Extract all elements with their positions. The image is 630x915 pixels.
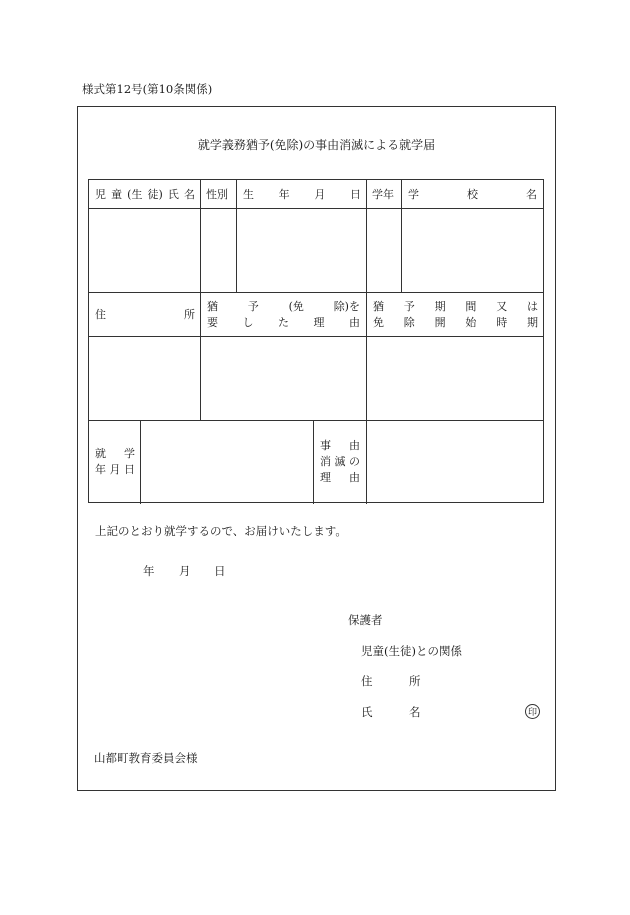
date-year-label: 年 — [143, 564, 155, 578]
table-rule — [89, 420, 543, 421]
header-school-name: 学 校 名 — [408, 188, 537, 201]
date-month-label: 月 — [179, 564, 191, 578]
enrollment-table — [88, 179, 544, 503]
header-postpone-period: 猶 予 期 間 又 は 免 除 開 始 時 期 — [373, 300, 538, 329]
form-title: 就学義務猶予(免除)の事由消滅による就学届 — [197, 138, 436, 152]
table-rule — [366, 420, 367, 504]
addressee: 山都町教育委員会様 — [94, 751, 198, 765]
header-grade: 学年 — [372, 188, 394, 201]
header-child-name: 児 童 (生 徒) 氏 名 — [95, 188, 195, 201]
guardian-heading: 保護者 — [348, 613, 383, 627]
header-enrollment-date: 就 学 年 月 日 — [95, 447, 135, 476]
header-sex: 性別 — [206, 188, 228, 201]
table-rule — [313, 420, 314, 504]
table-rule — [89, 208, 543, 209]
header-address: 住 所 — [95, 308, 195, 321]
guardian-name-label-2: 名 — [409, 705, 421, 719]
guardian-relation-label: 児童(生徒)との関係 — [361, 644, 462, 658]
statement-text: 上記のとおり就学するので、お届けいたします。 — [95, 524, 347, 538]
table-rule — [366, 180, 367, 420]
header-extinction-reason: 事 由 消 滅 の 理 由 — [320, 439, 360, 484]
header-postpone-reason: 猶 予 (免 除)を 要 し た 理 由 — [207, 300, 360, 329]
guardian-address-label-2: 所 — [409, 674, 421, 688]
table-rule — [200, 180, 201, 420]
table-rule — [140, 420, 141, 504]
table-rule — [236, 180, 237, 292]
header-birth-date: 生 年 月 日 — [243, 188, 361, 201]
seal-mark-icon: 印 — [525, 704, 540, 719]
guardian-name-label-1: 氏 — [361, 705, 373, 719]
guardian-address-label-1: 住 — [361, 674, 373, 688]
date-day-label: 日 — [214, 564, 226, 578]
form-number: 様式第12号(第10条関係) — [82, 82, 213, 96]
table-rule — [401, 180, 402, 292]
table-rule — [89, 336, 543, 337]
